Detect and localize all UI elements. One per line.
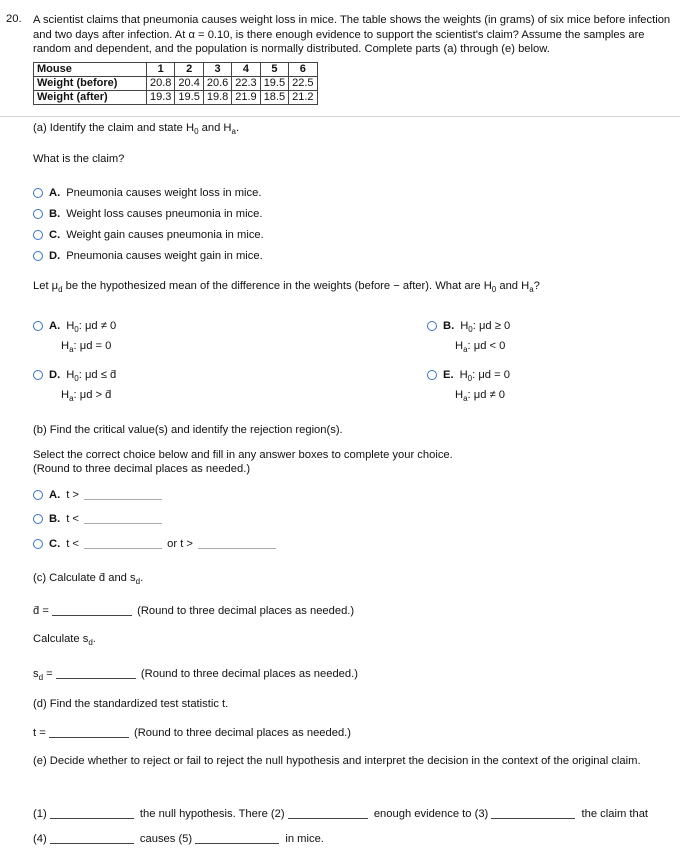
hypothesis-question: Let $\mu_d$ be the hypothesized mean of the difference in the weights (before − after). What are $H_0$ and $H_a$?: [33, 280, 540, 294]
hyp-option-b[interactable]: B. $H_0$: μd ≥ 0 $H_a$: μd < 0: [427, 318, 510, 358]
row-label: Weight (after): [34, 91, 147, 105]
radio-button[interactable]: [33, 490, 43, 500]
radio-button[interactable]: [427, 370, 437, 380]
table-header-cell: 3: [203, 63, 231, 77]
claim-option-c[interactable]: C. Weight gain causes pneumonia in mice.: [33, 229, 264, 241]
radio-button[interactable]: [33, 230, 43, 240]
blank-5-dropdown[interactable]: [195, 832, 279, 844]
radio-button[interactable]: [427, 321, 437, 331]
dbar-row: d̄ = (Round to three decimal places as needed.): [33, 605, 355, 617]
critical-input-c-high[interactable]: [198, 537, 276, 549]
part-b-prompt: (b) Find the critical value(s) and identify the rejection region(s).: [33, 424, 343, 436]
table-cell: 20.4: [175, 77, 203, 91]
critical-option-a[interactable]: A. t >: [33, 488, 162, 501]
table-cell: 18.5: [260, 91, 288, 105]
table-cell: 19.5: [175, 91, 203, 105]
hyp-option-a[interactable]: A. $H_0$: μd ≠ 0 $H_a$: μd = 0: [33, 318, 116, 358]
radio-button[interactable]: [33, 370, 43, 380]
radio-button[interactable]: [33, 539, 43, 549]
question-intro: A scientist claims that pneumonia causes weight loss in mice. The table shows the weights (in grams) of six mice before infection and two days after infection. At α = 0.10, is there enough evidence to support the scientist's claim? Assume the samples are random and dependent, and the population is normally distributed. Complete parts (a) through (e) below.: [33, 14, 671, 55]
hyp-option-e[interactable]: E. $H_0$: μd = 0 $H_a$: μd ≠ 0: [427, 367, 510, 407]
part-e-line-1: (1) the null hypothesis. There (2) enough evidence to (3) the claim that: [33, 808, 649, 820]
table-cell: 19.5: [260, 77, 288, 91]
table-header-cell: 5: [260, 63, 288, 77]
table-cell: 22.3: [232, 77, 260, 91]
t-row: t = (Round to three decimal places as needed.): [33, 727, 352, 739]
blank-4-dropdown[interactable]: [50, 832, 134, 844]
table-header-row: [34, 63, 318, 77]
weights-table: [33, 62, 318, 105]
blank-2-dropdown[interactable]: [288, 807, 368, 819]
sd-input[interactable]: [56, 667, 136, 679]
critical-input-b[interactable]: [84, 512, 162, 524]
t-input[interactable]: [49, 726, 129, 738]
table-row: [34, 77, 318, 91]
part-b-round-note: (Round to three decimal places as needed.): [33, 463, 251, 475]
radio-button[interactable]: [33, 321, 43, 331]
row-label: Weight (before): [34, 77, 147, 91]
table-header-cell: 4: [232, 63, 260, 77]
blank-1-dropdown[interactable]: [50, 807, 134, 819]
table-cell: 19.3: [147, 91, 175, 105]
part-c-prompt: (c) Calculate d̄ and $s_d$.: [33, 572, 144, 586]
claim-question: What is the claim?: [33, 153, 125, 165]
table-cell: 20.6: [203, 77, 231, 91]
critical-input-c-low[interactable]: [84, 537, 162, 549]
part-e-prompt: (e) Decide whether to reject or fail to reject the null hypothesis and interpret the decision in the context of the original claim.: [33, 755, 641, 767]
table-cell: 20.8: [147, 77, 175, 91]
table-header-cell: 2: [175, 63, 203, 77]
table-cell: 22.5: [289, 77, 317, 91]
table-header-cell: 6: [289, 63, 317, 77]
part-b-instruction: Select the correct choice below and fill in any answer boxes to complete your choice.: [33, 449, 453, 461]
table-cell: 21.2: [289, 91, 317, 105]
dbar-input[interactable]: [52, 604, 132, 616]
sd-row: $s_d$ = (Round to three decimal places as needed.): [33, 668, 358, 682]
critical-option-c[interactable]: C. t < or t >: [33, 537, 276, 550]
calc-sd-prompt: Calculate $s_d$.: [33, 633, 96, 647]
claim-option-b[interactable]: B. Weight loss causes pneumonia in mice.: [33, 208, 262, 220]
table-header-cell: Mouse: [34, 63, 147, 77]
table-header-cell: 1: [147, 63, 175, 77]
or-label: or t >: [167, 538, 193, 550]
radio-button[interactable]: [33, 514, 43, 524]
claim-option-d[interactable]: D. Pneumonia causes weight gain in mice.: [33, 250, 263, 262]
critical-input-a[interactable]: [84, 488, 162, 500]
radio-button[interactable]: [33, 209, 43, 219]
critical-option-b[interactable]: B. t <: [33, 512, 162, 525]
part-a-prompt: (a) Identify the claim and state $H_0$ and $H_a$.: [33, 122, 240, 136]
radio-button[interactable]: [33, 251, 43, 261]
question-number: 20.: [6, 13, 22, 25]
radio-button[interactable]: [33, 188, 43, 198]
table-cell: 19.8: [203, 91, 231, 105]
part-d-prompt: (d) Find the standardized test statistic t.: [33, 698, 229, 710]
part-e-line-2: (4) causes (5) in mice.: [33, 833, 324, 845]
blank-3-dropdown[interactable]: [491, 807, 575, 819]
table-cell: 21.9: [232, 91, 260, 105]
hyp-option-d[interactable]: D. $H_0$: μd ≤ d̄ $H_a$: μd > d̄: [33, 367, 116, 407]
divider: [0, 116, 680, 117]
table-row: [34, 91, 318, 105]
claim-option-a[interactable]: A. Pneumonia causes weight loss in mice.: [33, 187, 261, 199]
